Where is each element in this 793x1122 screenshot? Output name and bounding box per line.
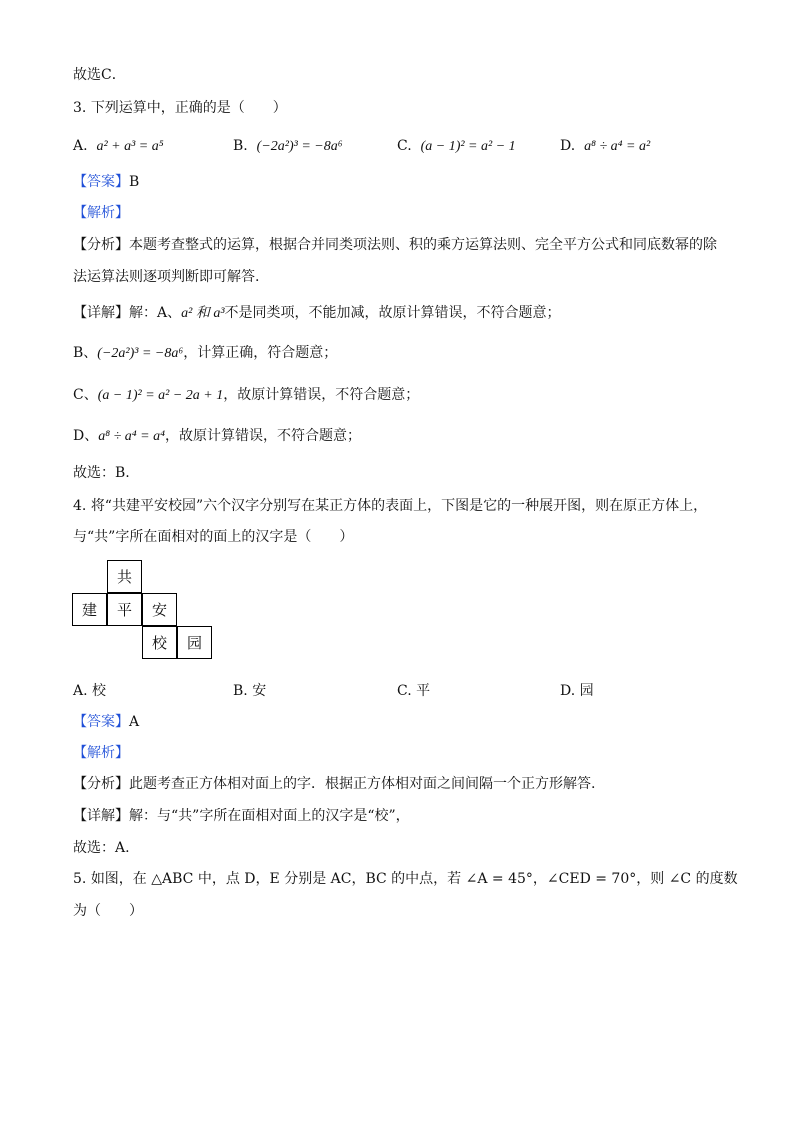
question-number: 5. (73, 871, 91, 887)
q3-option-b: B. (−2a²)³ = −8a⁶ (233, 138, 343, 154)
q3-option-d-expr: a⁸ ÷ a⁴ = a² (584, 139, 651, 154)
q3-detail-d: D、a⁸ ÷ a⁴ = a⁴，故原计算错误，不符合题意； (73, 428, 361, 444)
net-cell-xiao: 校 (142, 626, 177, 659)
q4-option-d: D. 园 (560, 683, 594, 699)
question-number: 3. (73, 100, 91, 116)
q3-option-d: D. a⁸ ÷ a⁴ = a² (560, 138, 651, 154)
net-cell-gong: 共 (107, 560, 142, 593)
net-cell-ping: 平 (107, 593, 142, 626)
q3-answer (73, 173, 139, 191)
answer-tag: 【答案】 (73, 174, 129, 190)
net-cell-jian: 建 (72, 593, 107, 626)
q4-answer (73, 713, 139, 731)
q3-option-a: A. a² + a³ = a⁵ (73, 138, 164, 154)
answer-tag: 【答案】 (73, 714, 129, 730)
answer-value: B (129, 174, 140, 190)
question-4-stem-line-1: 4. 将“共建平安校园”六个汉字分别写在某正方体的表面上，下图是它的一种展开图，则在原正方体上， (73, 498, 708, 514)
question-5-stem-line-2: 为（ ） (73, 903, 143, 919)
q3-conclusion: 故选：B. (73, 465, 130, 481)
q3-option-b-expr: (−2a²)³ = −8a⁶ (256, 139, 343, 154)
q3-option-c-expr: (a − 1)² = a² − 1 (420, 139, 516, 154)
fenxi-tag: 【分析】 (73, 237, 129, 253)
answer-value: A (129, 714, 140, 730)
q3-detail-b: B、(−2a²)³ = −8a⁶，计算正确，符合题意； (73, 345, 338, 361)
q4-detail: 【详解】解：与“共”字所在面相对面上的汉字是“校”， (73, 808, 410, 824)
net-cell-yuan: 园 (177, 626, 212, 659)
q3-option-c: C. (a − 1)² = a² − 1 (397, 138, 516, 154)
question-text: 下列运算中，正确的是（ ） (90, 100, 287, 116)
q3-detail-a: 【详解】解：A、a² 和 a³不是同类项，不能加减，故原计算错误，不符合题意； (73, 305, 561, 321)
question-4-stem-line-2: 与“共”字所在面相对的面上的汉字是（ ） (73, 529, 354, 545)
fenxi-tag: 【分析】 (73, 776, 129, 792)
q3-option-a-expr: a² + a³ = a⁵ (96, 139, 164, 154)
question-number: 4. (73, 498, 91, 514)
q3-analysis-heading: 【解析】 (73, 205, 129, 221)
q3-fenxi-line-1: 【分析】本题考查整式的运算，根据合并同类项法则、积的乘方运算法则、完全平方公式和同底数幂的除 (73, 237, 717, 253)
q4-analysis-heading: 【解析】 (73, 745, 129, 761)
q4-fenxi: 【分析】此题考查正方体相对面上的字．根据正方体相对面之间间隔一个正方形解答. (73, 776, 596, 792)
detail-tag: 【详解】 (73, 808, 129, 824)
q4-conclusion: 故选：A. (73, 840, 130, 856)
detail-tag: 【详解】 (73, 305, 129, 321)
net-cell-an: 安 (142, 593, 177, 626)
q3-detail-c: C、(a − 1)² = a² − 2a + 1，故原计算错误，不符合题意； (73, 387, 420, 403)
q4-option-c: C. 平 (397, 683, 431, 699)
previous-conclusion: 故选C． (73, 67, 126, 83)
q3-fenxi-line-2: 法运算法则逐项判断即可解答. (73, 269, 260, 285)
q4-option-a: A. 校 (73, 683, 107, 699)
question-3-stem (73, 99, 287, 117)
q4-option-b: B. 安 (233, 683, 267, 699)
question-5-stem-line-1: 5. 如图，在 △ABC 中，点 D，E 分别是 AC，BC 的中点，若 ∠A = 45°，∠CED = 70°，则 ∠C 的度数 (73, 871, 738, 887)
